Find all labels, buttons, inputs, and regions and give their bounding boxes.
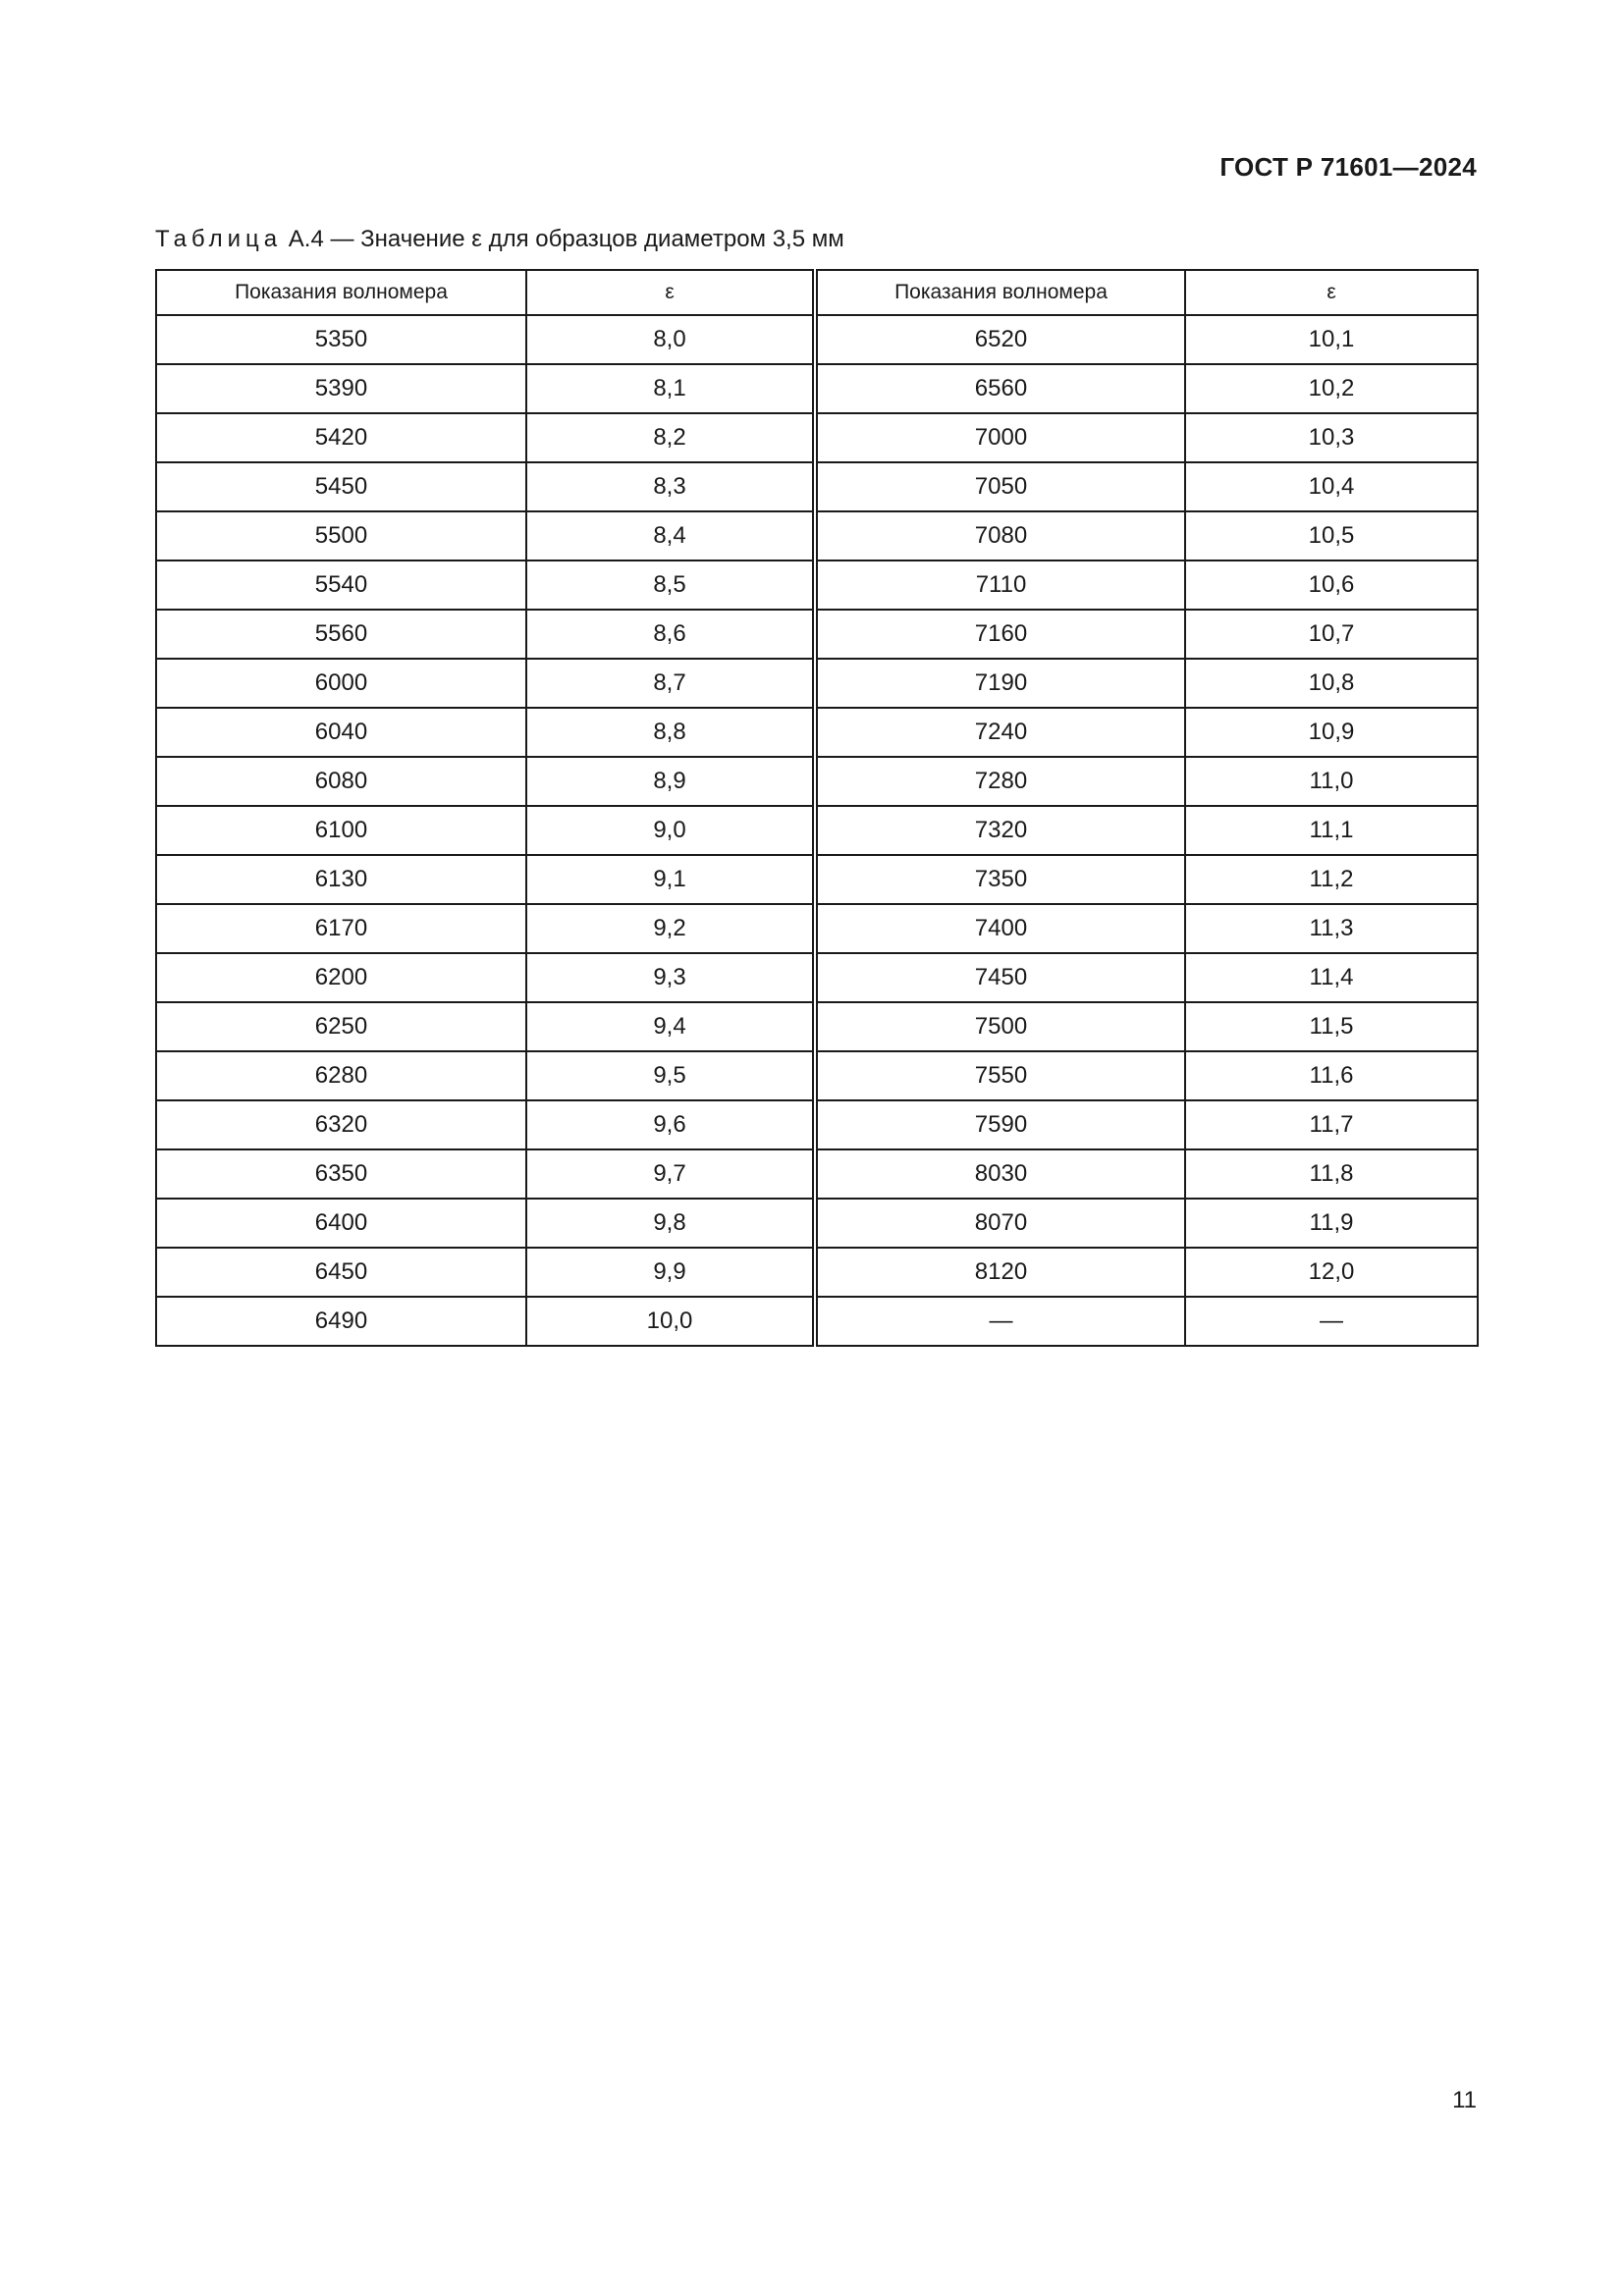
cell-epsilon-right: 11,6 [1185,1051,1478,1100]
cell-epsilon-right: 11,3 [1185,904,1478,953]
table-row [156,1248,1478,1297]
table-row [156,462,1478,511]
cell-epsilon-left: 8,5 [526,561,815,610]
cell-epsilon-left: 8,0 [526,315,815,364]
cell-epsilon-left: 9,4 [526,1002,815,1051]
table-row [156,364,1478,413]
page-number: 11 [1452,2087,1477,2113]
table-row [156,659,1478,708]
cell-epsilon-left: 9,1 [526,855,815,904]
cell-reading-left: 5390 [156,364,526,413]
cell-epsilon-left: 8,7 [526,659,815,708]
cell-reading-left: 5420 [156,413,526,462]
cell-reading-left: 6040 [156,708,526,757]
cell-reading-right: 7050 [815,462,1185,511]
cell-epsilon-left: 9,2 [526,904,815,953]
cell-reading-right: 6520 [815,315,1185,364]
cell-reading-right: 7500 [815,1002,1185,1051]
cell-epsilon-left: 9,0 [526,806,815,855]
cell-epsilon-right: 10,4 [1185,462,1478,511]
document-code: ГОСТ Р 71601—2024 [1219,152,1477,182]
cell-reading-right: 7320 [815,806,1185,855]
cell-epsilon-left: 9,6 [526,1100,815,1149]
cell-epsilon-right: 11,0 [1185,757,1478,806]
cell-reading-left: 6200 [156,953,526,1002]
cell-reading-left: 6400 [156,1199,526,1248]
table-row [156,904,1478,953]
cell-epsilon-right: 10,7 [1185,610,1478,659]
cell-reading-left: 6080 [156,757,526,806]
table-row [156,1199,1478,1248]
cell-reading-right: 7590 [815,1100,1185,1149]
cell-reading-right: 8030 [815,1149,1185,1199]
cell-epsilon-right: 11,2 [1185,855,1478,904]
cell-epsilon-right: 10,2 [1185,364,1478,413]
header-cell-epsilon-left: ε [526,270,815,315]
cell-epsilon-left: 9,7 [526,1149,815,1199]
cell-epsilon-right: 11,9 [1185,1199,1478,1248]
cell-epsilon-left: 10,0 [526,1297,815,1346]
table-row [156,511,1478,561]
cell-epsilon-left: 8,2 [526,413,815,462]
cell-epsilon-right: 11,7 [1185,1100,1478,1149]
table-caption-prefix: Таблица [155,226,283,252]
table-row [156,413,1478,462]
cell-reading-right: 8120 [815,1248,1185,1297]
cell-reading-right: 7400 [815,904,1185,953]
cell-reading-left: 6250 [156,1002,526,1051]
cell-reading-right: 7080 [815,511,1185,561]
table-row [156,315,1478,364]
cell-reading-left: 5350 [156,315,526,364]
cell-reading-left: 5540 [156,561,526,610]
cell-epsilon-right: 11,4 [1185,953,1478,1002]
cell-reading-left: 6000 [156,659,526,708]
table-row [156,806,1478,855]
cell-reading-left: 6490 [156,1297,526,1346]
table-row [156,757,1478,806]
cell-reading-right: 7450 [815,953,1185,1002]
table-row [156,1100,1478,1149]
table-row [156,708,1478,757]
table-row [156,855,1478,904]
cell-epsilon-left: 9,9 [526,1248,815,1297]
cell-reading-right: 7190 [815,659,1185,708]
cell-reading-left: 5560 [156,610,526,659]
cell-reading-right: 6560 [815,364,1185,413]
data-table [155,269,1479,1347]
cell-epsilon-right: 12,0 [1185,1248,1478,1297]
table-body [156,315,1478,1346]
cell-reading-right: 7350 [815,855,1185,904]
cell-epsilon-left: 8,8 [526,708,815,757]
cell-reading-right: 7160 [815,610,1185,659]
cell-reading-right: 7240 [815,708,1185,757]
header-cell-reading-right: Показания волномера [815,270,1185,315]
cell-epsilon-right: 11,5 [1185,1002,1478,1051]
cell-reading-left: 6320 [156,1100,526,1149]
table-caption-text: А.4 — Значение ε для образцов диаметром 3,5 мм [282,226,844,252]
cell-reading-right: 8070 [815,1199,1185,1248]
cell-epsilon-left: 8,1 [526,364,815,413]
cell-epsilon-right: 10,5 [1185,511,1478,561]
cell-reading-left: 6170 [156,904,526,953]
cell-reading-left: 6100 [156,806,526,855]
table-row [156,610,1478,659]
cell-epsilon-right: 10,1 [1185,315,1478,364]
cell-reading-left: 5500 [156,511,526,561]
cell-reading-right: — [815,1297,1185,1346]
cell-epsilon-right: — [1185,1297,1478,1346]
table-row [156,953,1478,1002]
cell-reading-right: 7000 [815,413,1185,462]
cell-epsilon-right: 10,6 [1185,561,1478,610]
cell-reading-left: 6130 [156,855,526,904]
table-row [156,561,1478,610]
cell-reading-right: 7550 [815,1051,1185,1100]
table-caption [155,226,844,253]
table-row [156,1051,1478,1100]
cell-reading-left: 5450 [156,462,526,511]
cell-epsilon-right: 10,9 [1185,708,1478,757]
header-cell-epsilon-right: ε [1185,270,1478,315]
cell-reading-left: 6350 [156,1149,526,1199]
table-row [156,1149,1478,1199]
table-row [156,1002,1478,1051]
cell-epsilon-right: 10,8 [1185,659,1478,708]
cell-reading-left: 6450 [156,1248,526,1297]
cell-reading-right: 7110 [815,561,1185,610]
cell-epsilon-left: 8,4 [526,511,815,561]
cell-reading-left: 6280 [156,1051,526,1100]
cell-epsilon-left: 9,8 [526,1199,815,1248]
cell-reading-right: 7280 [815,757,1185,806]
table-header-row [156,270,1478,315]
cell-epsilon-left: 9,5 [526,1051,815,1100]
cell-epsilon-left: 8,9 [526,757,815,806]
cell-epsilon-left: 8,6 [526,610,815,659]
cell-epsilon-right: 11,8 [1185,1149,1478,1199]
header-cell-reading-left: Показания волномера [156,270,526,315]
table-row [156,1297,1478,1346]
cell-epsilon-left: 8,3 [526,462,815,511]
cell-epsilon-left: 9,3 [526,953,815,1002]
cell-epsilon-right: 10,3 [1185,413,1478,462]
cell-epsilon-right: 11,1 [1185,806,1478,855]
